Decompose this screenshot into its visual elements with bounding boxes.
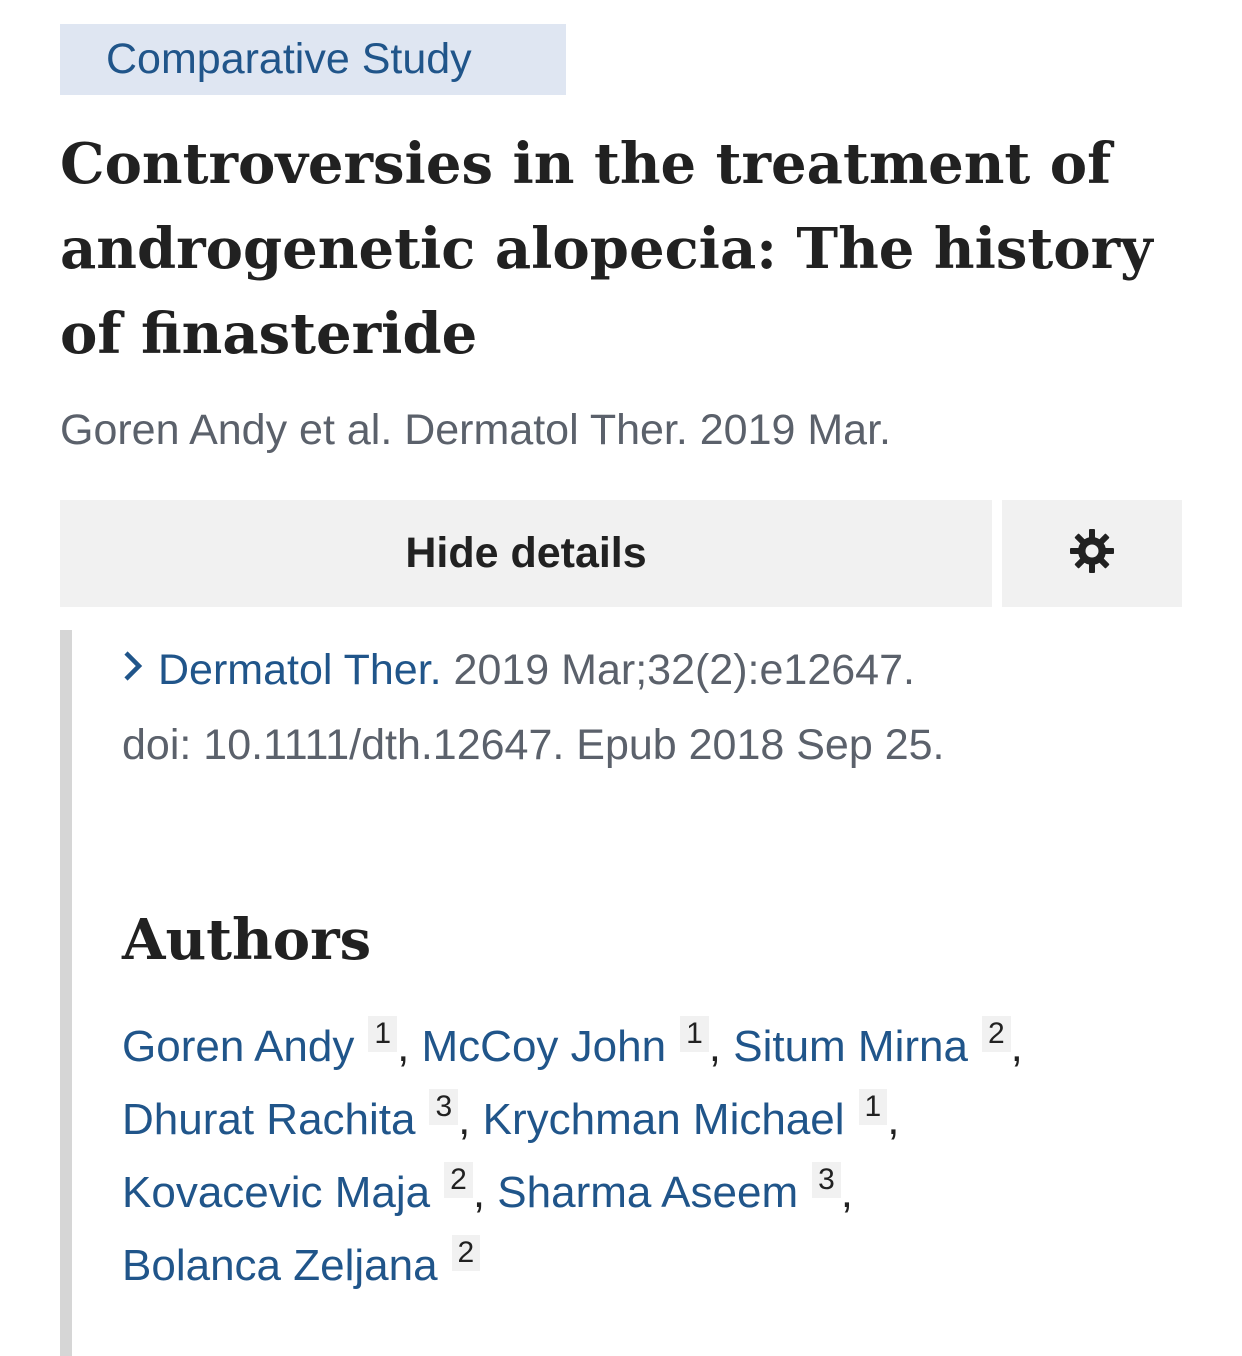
- author-link[interactable]: Dhurat Rachita: [122, 1095, 416, 1144]
- hide-details-label: Hide details: [405, 529, 647, 577]
- author-item: McCoy John 1 ,: [421, 1017, 721, 1071]
- affiliation-badge[interactable]: 3: [429, 1089, 458, 1125]
- author-link[interactable]: Krychman Michael: [482, 1095, 845, 1144]
- author-link[interactable]: Sharma Aseem: [497, 1168, 799, 1217]
- affiliation-badge[interactable]: 2: [982, 1016, 1011, 1052]
- affiliation-badge[interactable]: 3: [812, 1162, 841, 1198]
- author-link[interactable]: Bolanca Zeljana: [122, 1241, 438, 1290]
- publication-type-badge: Comparative Study: [60, 24, 566, 95]
- affiliation-badge[interactable]: 2: [452, 1235, 481, 1271]
- details-panel-border: [60, 630, 72, 1356]
- citation-doi: doi: 10.1111/dth.12647. Epub 2018 Sep 25.: [122, 720, 945, 769]
- author-item: Dhurat Rachita 3 ,: [122, 1090, 471, 1144]
- chevron-right-icon[interactable]: [122, 633, 144, 705]
- authors-list: [122, 1010, 1162, 1302]
- author-link[interactable]: Goren Andy: [122, 1022, 355, 1071]
- full-citation: [122, 634, 1122, 781]
- citation-details: 2019 Mar;32(2):e12647.: [441, 646, 915, 694]
- article-title: Controversies in the treatment of androgenetic alopecia: The history of finasteride: [60, 131, 1153, 367]
- author-item: Goren Andy 1 ,: [122, 1017, 410, 1071]
- author-link[interactable]: McCoy John: [421, 1022, 667, 1071]
- affiliation-badge[interactable]: 1: [859, 1089, 888, 1125]
- author-item: Sharma Aseem 3 ,: [497, 1163, 854, 1217]
- settings-button[interactable]: [1002, 500, 1182, 607]
- author-item: Krychman Michael 1 ,: [482, 1090, 900, 1144]
- affiliation-badge[interactable]: 1: [368, 1016, 397, 1052]
- affiliation-badge[interactable]: 1: [680, 1016, 709, 1052]
- short-citation: Goren Andy et al. Dermatol Ther. 2019 Mar.: [60, 406, 891, 454]
- hide-details-button[interactable]: [60, 500, 992, 607]
- affiliation-badge[interactable]: 2: [444, 1162, 473, 1198]
- author-item: Kovacevic Maja 2 ,: [122, 1163, 486, 1217]
- author-item: Situm Mirna 2 ,: [733, 1017, 1023, 1071]
- journal-link[interactable]: Dermatol Ther.: [158, 646, 442, 694]
- author-item: [122, 1236, 480, 1290]
- author-link[interactable]: Situm Mirna: [733, 1022, 968, 1071]
- author-link[interactable]: Kovacevic Maja: [122, 1168, 431, 1217]
- gear-icon: [1069, 528, 1115, 579]
- authors-heading: Authors: [122, 907, 372, 973]
